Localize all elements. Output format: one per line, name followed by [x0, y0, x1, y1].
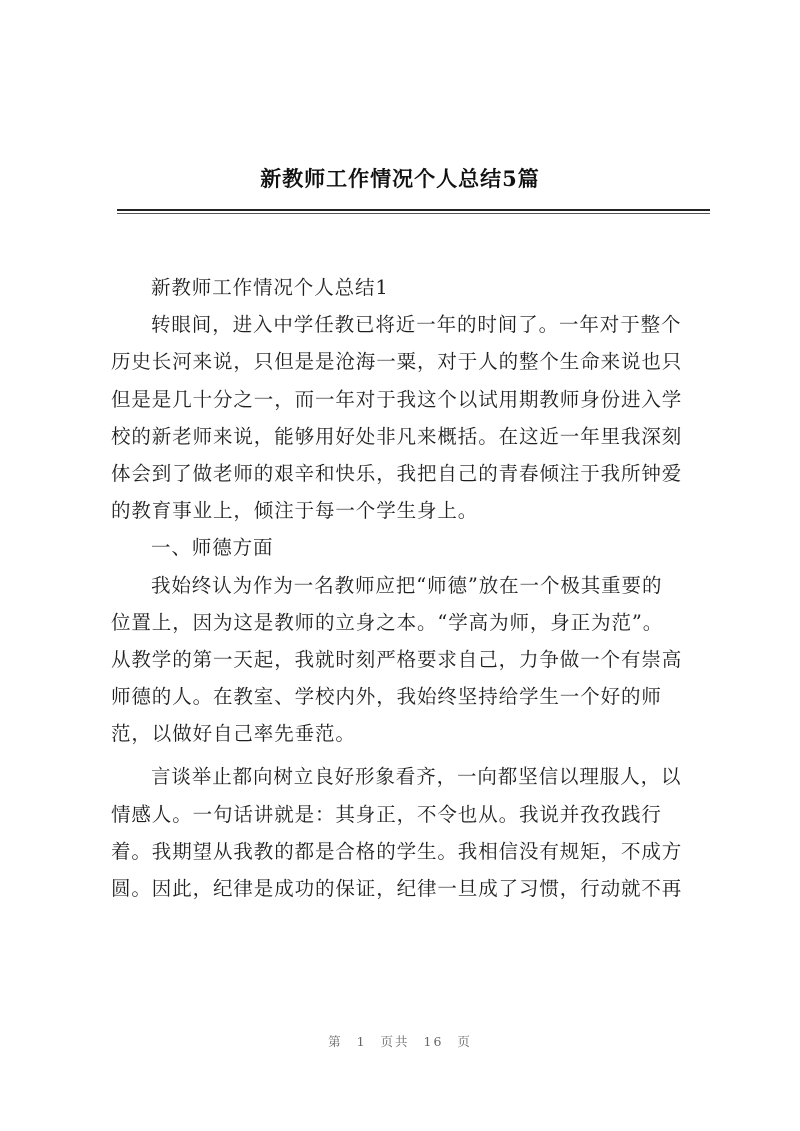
section-heading: 新教师工作情况个人总结1	[151, 276, 389, 299]
paragraph-line: 位置上，因为这是教师的立身之本。“学高为师，身正为范”。	[111, 610, 664, 634]
subsection-heading: 一、师德方面	[151, 536, 274, 560]
document-body	[111, 269, 711, 907]
paragraph-line: 圆。因此，纪律是成功的保证，纪律一旦成了习惯，行动就不再	[111, 877, 683, 900]
paragraph-line: 情感人。一句话讲就是：其身正，不令也从。我说并孜孜践行	[111, 802, 662, 826]
page-footer	[0, 1032, 800, 1050]
document-title: 新教师工作情况个人总结5篇	[260, 166, 540, 191]
paragraph-line: 从教学的第一天起，我就时刻严格要求自己，力争做一个有崇高	[111, 647, 683, 671]
paragraph-line: 言谈举止都向树立良好形象看齐，一向都坚信以理服人，以	[151, 765, 682, 789]
paragraph-line: 的教育事业上，倾注于每一个学生身上。	[111, 499, 479, 523]
footer-suffix: 页	[457, 1034, 472, 1049]
footer-total-pages: 16	[423, 1034, 444, 1049]
paragraph-line: 历史长河来说，只但是是沧海一粟，对于人的整个生命来说也只	[111, 350, 683, 374]
title-underline-thin	[117, 213, 710, 214]
paragraph-line: 体会到了做老师的艰辛和快乐，我把自己的青春倾注于我所钟爱	[111, 461, 683, 485]
footer-prefix: 第	[328, 1034, 343, 1049]
paragraph-line: 校的新老师来说，能够用好处非凡来概括。在这近一年里我深刻	[111, 424, 683, 448]
footer-page-number: 1	[356, 1034, 367, 1049]
title-underline-thick	[117, 209, 710, 211]
footer-middle: 页共	[380, 1034, 410, 1049]
paragraph-line: 师德的人。在教室、学校内外，我始终坚持给学生一个好的师	[111, 685, 662, 709]
paragraph-line: 但是是几十分之一，而一年对于我这个以试用期教师身份进入学	[111, 387, 683, 411]
paragraph-line: 着。我期望从我教的都是合格的学生。我相信没有规矩，不成方	[111, 839, 683, 863]
paragraph-line: 转眼间，进入中学任教已将近一年的时间了。一年对于整个	[151, 313, 682, 337]
paragraph-line: 范，以做好自己率先垂范。	[111, 722, 356, 746]
paragraph-line: 我始终认为作为一名教师应把“师德”放在一个极其重要的	[151, 573, 663, 597]
